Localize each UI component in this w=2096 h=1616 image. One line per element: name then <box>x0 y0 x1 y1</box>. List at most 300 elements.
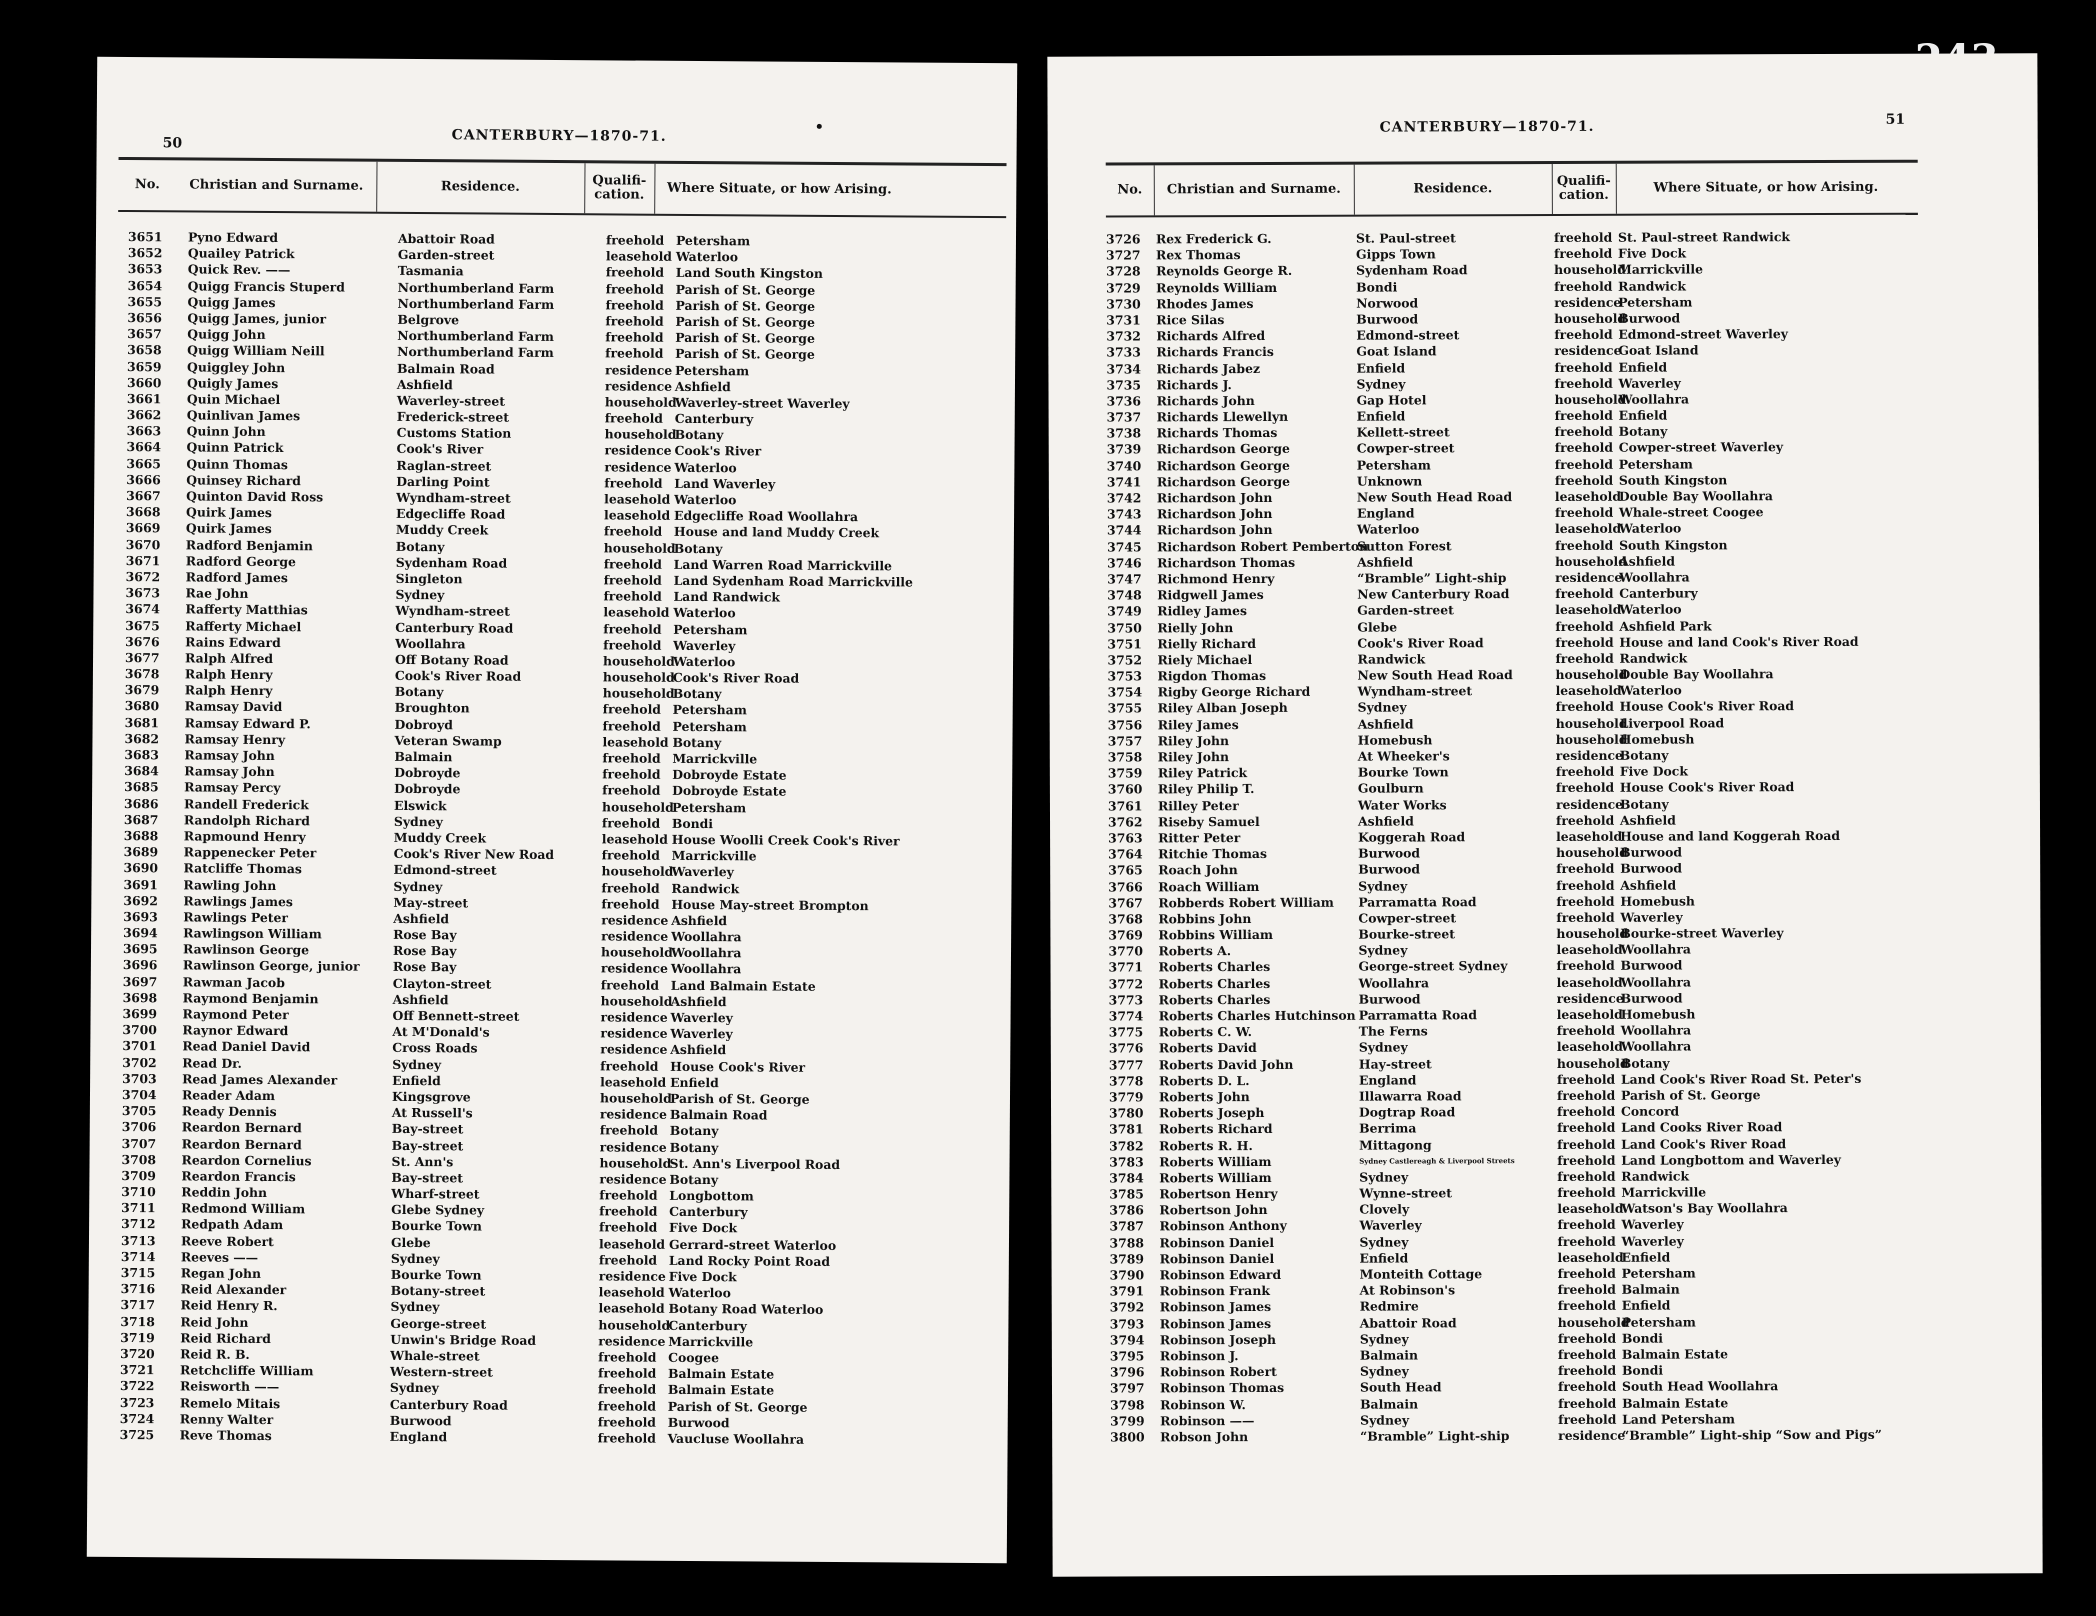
qualification: household <box>1554 391 1627 407</box>
residence: Enfield <box>1356 359 1406 376</box>
entry-number: 3741 <box>1106 474 1142 490</box>
where-situate: Five Dock <box>668 1268 737 1285</box>
qualification: freehold <box>1554 245 1613 262</box>
entry-number: 3691 <box>123 876 159 892</box>
where-situate: Randwick <box>1618 278 1686 294</box>
voter-name: Rawlings James <box>183 893 293 909</box>
voter-name: Robson John <box>1160 1428 1249 1445</box>
residence: “Bramble” Light-ship <box>1360 1428 1510 1444</box>
where-situate: Ashfield <box>671 912 728 929</box>
where-situate: Five Dock <box>1618 245 1687 261</box>
residence: Customs Station <box>396 425 512 441</box>
qualification: residence <box>604 378 673 394</box>
entry-number: 3794 <box>1109 1332 1145 1348</box>
where-situate: Land Rocky Point Road <box>668 1252 831 1269</box>
where-situate: Woollahra <box>671 928 742 945</box>
where-situate: Double Bay Woollahra <box>1618 488 1773 504</box>
qualification: freehold <box>602 717 661 734</box>
qualification: freehold <box>1556 861 1615 877</box>
entry-number: 3680 <box>124 698 160 714</box>
residence: Sydney <box>390 1250 440 1267</box>
voter-name: Radford George <box>185 553 296 569</box>
entry-number: 3774 <box>1108 1008 1144 1024</box>
where-situate: Botany <box>669 1171 719 1188</box>
entry-number: 3791 <box>1109 1283 1145 1299</box>
entry-number: 3713 <box>120 1232 156 1248</box>
qualification: freehold <box>1557 1103 1616 1120</box>
where-situate: Edmond-street Waverley <box>1618 326 1788 342</box>
residence: Edgecliffe Road <box>396 506 506 522</box>
residence: Off Bennett-street <box>392 1007 520 1024</box>
entry-number: 3754 <box>1107 684 1143 700</box>
qualification: leasehold <box>603 604 670 621</box>
where-situate: Enfield <box>1618 407 1668 423</box>
residence: New South Head Road <box>1357 667 1513 683</box>
entry-number: 3710 <box>121 1184 156 1200</box>
qualification: leasehold <box>598 1300 665 1317</box>
header-residence: Residence. <box>440 179 520 195</box>
qualification: leasehold <box>1556 1006 1623 1022</box>
entry-number: 3737 <box>1106 409 1142 425</box>
voter-name: Radford Benjamin <box>185 537 313 553</box>
voter-name: Quinsey Richard <box>186 472 302 489</box>
voter-name: Redpath Adam <box>181 1216 284 1233</box>
where-situate: Randwick <box>671 880 740 896</box>
residence: Northumberland Farm <box>397 344 554 361</box>
header-where: Where Situate, or how Arising. <box>666 180 892 198</box>
voter-name: Reader Adam <box>181 1087 276 1104</box>
entry-number: 3728 <box>1106 263 1141 279</box>
qualification: leasehold <box>604 507 671 524</box>
entry-number: 3720 <box>120 1345 155 1362</box>
residence: Clovely <box>1359 1201 1410 1217</box>
where-situate: Waverley <box>671 864 734 880</box>
entry-number: 3782 <box>1109 1137 1144 1154</box>
voter-name: Quirk James <box>185 520 272 537</box>
where-situate: Longbottom <box>669 1187 754 1204</box>
residence: Sydney <box>1359 1169 1409 1185</box>
qualification: residence <box>599 1138 667 1155</box>
entry-number: 3734 <box>1106 360 1141 377</box>
qualification: freehold <box>598 1252 658 1268</box>
residence: Raglan-street <box>396 457 492 474</box>
voter-name: Reid Richard <box>180 1330 272 1346</box>
where-situate: Woollahra <box>1620 941 1691 957</box>
qualification: household <box>1557 1314 1630 1330</box>
where-situate: Botany <box>674 427 724 443</box>
voter-name: Reardon Cornelius <box>181 1152 312 1169</box>
voter-name: Regan John <box>180 1265 262 1281</box>
qualification: leasehold <box>1556 1039 1623 1055</box>
entry-number: 3769 <box>1108 927 1143 943</box>
residence: Norwood <box>1356 295 1419 311</box>
qualification: residence <box>600 1025 668 1041</box>
entry-number: 3756 <box>1107 717 1143 733</box>
residence: Randwick <box>1357 651 1426 667</box>
residence: Unwin's Bridge Road <box>390 1331 537 1348</box>
residence: Bourke Town <box>390 1266 482 1283</box>
voter-name: Roberts D. L. <box>1158 1072 1250 1089</box>
where-situate: Canterbury <box>668 1317 747 1333</box>
residence: George-street <box>390 1315 487 1332</box>
qualification: residence <box>601 912 669 928</box>
where-situate: Land South Kingston <box>675 265 823 282</box>
residence: Water Works <box>1357 796 1447 813</box>
voter-name: Roberts Charles Hutchinson <box>1158 1007 1356 1024</box>
qualification: residence <box>1554 294 1622 310</box>
entry-number: 3729 <box>1106 279 1141 296</box>
where-situate: Bondi <box>1621 1362 1664 1378</box>
qualification: freehold <box>1555 537 1614 553</box>
residence: Botany <box>394 684 444 700</box>
residence: Northumberland Farm <box>397 328 554 345</box>
residence: Sydney <box>390 1299 440 1315</box>
entry-number: 3684 <box>124 763 159 779</box>
entry-number: 3675 <box>125 617 160 633</box>
where-situate: Botany <box>1618 423 1668 439</box>
residence: Wharf-street <box>391 1185 480 1202</box>
entry-number: 3778 <box>1108 1073 1144 1089</box>
entry-number: 3753 <box>1107 668 1143 684</box>
entry-number: 3686 <box>123 795 159 811</box>
where-situate: Waverley-street Waverley <box>674 394 850 411</box>
residence: “Bramble” Light-ship <box>1357 570 1507 586</box>
voter-name: Rafferty Michael <box>185 617 302 634</box>
entry-number: 3763 <box>1108 830 1143 846</box>
entry-number: 3690 <box>123 860 159 876</box>
qualification: household <box>1555 731 1628 747</box>
voter-name: Riley Philip T. <box>1157 781 1255 797</box>
qualification: leasehold <box>1554 488 1622 504</box>
entry-number: 3785 <box>1109 1186 1144 1202</box>
residence: Balmain <box>394 748 453 765</box>
qualification: freehold <box>597 1381 657 1398</box>
qualification: freehold <box>1557 1168 1616 1184</box>
where-situate: Randwick <box>1621 1168 1690 1184</box>
qualification: freehold <box>1554 326 1613 343</box>
where-situate: Petersham <box>1621 1314 1696 1330</box>
voter-name: Raymond Peter <box>182 1006 289 1023</box>
entry-number: 3689 <box>123 844 159 860</box>
voter-name: Randell Frederick <box>183 795 309 812</box>
voter-name: Robinson Joseph <box>1159 1331 1277 1348</box>
qualification: freehold <box>603 572 662 588</box>
residence: Balmain <box>1360 1395 1419 1412</box>
entry-number: 3789 <box>1109 1251 1145 1267</box>
entry-number: 3717 <box>120 1297 156 1313</box>
where-situate: Marrickville <box>1621 1184 1707 1200</box>
where-situate: Woollahra <box>670 961 742 977</box>
where-situate: Marrickville <box>1618 261 1703 278</box>
voter-name: Riely Michael <box>1157 651 1253 668</box>
where-situate: Cook's River <box>674 443 762 459</box>
entry-number: 3687 <box>123 811 159 828</box>
where-situate: Bondi <box>671 815 714 831</box>
entry-number: 3799 <box>1110 1413 1145 1429</box>
qualification: household <box>602 669 675 685</box>
qualification: household <box>1556 1055 1629 1071</box>
entry-number: 3760 <box>1107 781 1143 797</box>
entry-number: 3712 <box>121 1216 156 1232</box>
header-residence: Residence. <box>1413 181 1493 197</box>
residence: Abattoir Road <box>1359 1314 1457 1331</box>
qualification: freehold <box>1554 375 1613 391</box>
entry-number: 3676 <box>125 633 160 649</box>
qualification: freehold <box>603 556 663 572</box>
entry-number: 3660 <box>126 374 162 390</box>
qualification: freehold <box>605 313 664 329</box>
qualification: freehold <box>1556 893 1615 909</box>
entry-number: 3661 <box>126 390 162 407</box>
residence: Ashfield <box>393 910 450 927</box>
qualification: residence <box>1556 990 1624 1006</box>
where-situate: Land Waverley <box>674 475 776 492</box>
where-situate: Botany <box>669 1123 719 1139</box>
where-situate: Burwood <box>1620 990 1683 1006</box>
qualification: freehold <box>603 523 663 540</box>
where-situate: Botany <box>1620 1055 1670 1071</box>
residence: England <box>1358 1072 1417 1088</box>
entry-number: 3665 <box>126 455 161 471</box>
voter-name: Ridgwell James <box>1157 587 1264 603</box>
residence: Glebe Sydney <box>391 1202 485 1218</box>
entry-number: 3788 <box>1109 1235 1145 1251</box>
qualification: freehold <box>1557 1184 1616 1201</box>
voter-name: Ramsay John <box>184 747 275 764</box>
residence: May-street <box>393 894 469 911</box>
voter-name: Robinson James <box>1159 1299 1272 1315</box>
residence: Sydney <box>1357 699 1407 716</box>
qualification: freehold <box>1556 958 1615 974</box>
residence: Ashfield <box>1357 716 1414 732</box>
entry-number: 3722 <box>119 1378 155 1394</box>
where-situate: Land Warren Road Marrickville <box>673 556 893 574</box>
residence: England <box>389 1428 448 1445</box>
where-situate: Homebush <box>1620 893 1695 909</box>
residence: Muddy Creek <box>395 522 489 538</box>
residence: At Russell's <box>391 1105 473 1121</box>
qualification: freehold <box>600 976 660 993</box>
voter-name: Richardson John <box>1156 506 1273 522</box>
residence: Sydney <box>1359 1363 1409 1379</box>
entry-number: 3700 <box>122 1022 158 1038</box>
qualification: freehold <box>605 345 664 362</box>
where-situate: House Cook's River Road <box>1619 779 1795 796</box>
where-situate: Waterloo <box>1619 682 1682 698</box>
residence: Broughton <box>394 700 470 716</box>
where-situate: Waterloo <box>668 1285 731 1301</box>
where-situate: Dobroyde Estate <box>672 783 787 800</box>
voter-name: Roberts David <box>1158 1040 1257 1056</box>
where-situate: Balmain Road <box>669 1106 768 1123</box>
entry-number: 3740 <box>1106 458 1142 474</box>
residence: Sydney <box>1359 1331 1409 1347</box>
qualification: residence <box>599 1171 667 1187</box>
qualification: residence <box>601 928 669 944</box>
qualification: leasehold <box>1555 602 1622 618</box>
residence: Cook's River Road <box>394 667 522 684</box>
voter-name: Rawling John <box>183 876 277 893</box>
where-situate: Burwood <box>1620 957 1683 974</box>
where-situate: Parish of St. George <box>675 297 816 314</box>
qualification: household <box>602 685 675 702</box>
where-situate: Petersham <box>675 362 750 378</box>
residence: Burwood <box>389 1412 452 1429</box>
residence: Rose Bay <box>392 943 457 959</box>
where-situate: Waverley <box>1621 1216 1684 1233</box>
residence: Waverley <box>1359 1217 1422 1234</box>
voter-name: Rains Edward <box>185 634 281 650</box>
voter-name: Rielly Richard <box>1157 635 1257 652</box>
page-number-right: 51 <box>1885 111 1906 128</box>
qualification: freehold <box>1557 1217 1616 1233</box>
residence: Gap Hotel <box>1356 392 1427 408</box>
residence: Sydney <box>1360 1412 1410 1428</box>
where-situate: Botany <box>1619 747 1669 763</box>
residence: Edmond-street <box>393 862 497 878</box>
where-situate: Land Cook's River Road St. Peter's <box>1620 1070 1862 1087</box>
entry-number: 3711 <box>121 1200 156 1216</box>
entry-number: 3781 <box>1109 1121 1144 1137</box>
where-situate: Land Longbottom and Waverley <box>1621 1151 1841 1168</box>
qualification: freehold <box>1554 278 1613 294</box>
entry-number: 3755 <box>1107 700 1143 716</box>
residence: Sydney <box>389 1380 439 1396</box>
qualification: freehold <box>602 750 661 766</box>
residence: Burwood <box>1358 845 1421 861</box>
voter-name: Richardson George <box>1156 473 1291 490</box>
entry-number: 3714 <box>120 1248 156 1265</box>
voter-name: Riseby Samuel <box>1157 813 1260 830</box>
where-situate: Botany Road Waterloo <box>668 1301 824 1318</box>
residence: Wyndham-street <box>395 603 510 620</box>
voter-name: Roberts Charles <box>1158 975 1271 991</box>
qualification: household <box>598 1316 671 1333</box>
qualification: freehold <box>597 1397 657 1414</box>
residence: Waterloo <box>1356 521 1420 538</box>
voter-name: Quinn Thomas <box>186 456 288 472</box>
residence: Tasmania <box>397 263 464 279</box>
voter-name: Richards J. <box>1156 376 1232 393</box>
voter-name: Quigg William Neill <box>187 342 325 359</box>
residence: Botany <box>395 538 445 554</box>
qualification: residence <box>1555 747 1623 763</box>
where-situate: Balmain Estate <box>1621 1346 1729 1362</box>
qualification: leasehold <box>1555 682 1622 699</box>
qualification: freehold <box>602 701 662 718</box>
residence: Northumberland Farm <box>397 295 555 312</box>
voter-name: Richards Alfred <box>1156 328 1266 344</box>
where-situate: House Woolli Creek Cook's River <box>671 831 900 849</box>
voter-name: Robertson Henry <box>1159 1185 1278 1202</box>
qualification: residence <box>604 442 672 459</box>
residence: Sydenham Road <box>395 554 508 571</box>
voter-name: Redmond William <box>181 1200 306 1217</box>
where-situate: Parish of St. George <box>1620 1087 1761 1103</box>
voter-name: Rawlings Peter <box>183 909 288 926</box>
where-situate: Burwood <box>1618 310 1681 326</box>
residence: Burwood <box>1358 861 1421 877</box>
qualification: freehold <box>1555 634 1614 650</box>
page-title-right: CANTERBURY—1870-71. <box>1379 118 1595 136</box>
where-situate: Enfield <box>1621 1249 1671 1265</box>
entry-number: 3703 <box>122 1070 157 1086</box>
entry-number: 3766 <box>1108 878 1143 895</box>
residence: Parramatta Road <box>1358 893 1477 910</box>
residence: Bay-street <box>391 1121 464 1137</box>
entry-number: 3727 <box>1106 247 1141 263</box>
voter-name: Rawman Jacob <box>182 974 285 990</box>
residence: England <box>1356 505 1415 521</box>
where-situate: Ashfield <box>674 378 731 394</box>
qualification: leasehold <box>1554 521 1622 537</box>
header-qualification: Qualifi-cation. <box>1556 173 1611 203</box>
voter-name: Rex Frederick G. <box>1155 230 1272 247</box>
where-situate: Waverley <box>1618 375 1681 391</box>
where-situate: Ashfield Park <box>1619 617 1712 634</box>
residence: Dogtrap Road <box>1359 1104 1456 1120</box>
where-situate: Bourke-street Waverley <box>1620 925 1784 941</box>
voter-name: Roberts A. <box>1158 943 1232 959</box>
qualification: household <box>1555 666 1628 683</box>
qualification: freehold <box>605 297 664 313</box>
residence: Cowper-street <box>1356 440 1455 457</box>
residence: Canterbury Road <box>389 1396 508 1413</box>
voter-name: Roberts R. H. <box>1159 1137 1253 1153</box>
qualification: freehold <box>1554 456 1614 472</box>
entry-number: 3726 <box>1105 231 1141 247</box>
residence: Berrima <box>1359 1120 1417 1136</box>
page-number-left: 50 <box>162 135 183 152</box>
voter-name: Richards Thomas <box>1156 425 1278 441</box>
entry-number: 3776 <box>1108 1040 1144 1056</box>
entry-number: 3663 <box>126 423 162 439</box>
voter-name: Richardson Thomas <box>1157 554 1296 571</box>
residence: Garden-street <box>397 247 495 263</box>
voter-list-left <box>120 229 1016 1449</box>
entry-number: 3692 <box>123 892 158 908</box>
voter-name: Rielly John <box>1157 619 1234 635</box>
qualification: freehold <box>1555 699 1614 715</box>
entry-number: 3790 <box>1109 1267 1145 1283</box>
entry-number: 3746 <box>1107 555 1142 571</box>
header-qualification: Qualifi-cation. <box>592 172 647 203</box>
qualification: freehold <box>1557 1152 1616 1168</box>
residence: Kingsgrove <box>391 1088 471 1105</box>
voter-name: Read Dr. <box>182 1054 242 1071</box>
qualification: residence <box>1555 796 1624 812</box>
voter-name: Roberts Richard <box>1159 1121 1273 1137</box>
where-situate: House Cook's River <box>670 1058 806 1075</box>
qualification: leasehold <box>1556 974 1623 990</box>
where-situate: Waverley <box>670 1009 733 1026</box>
entry-number: 3772 <box>1108 976 1144 992</box>
where-situate: St. Ann's Liverpool Road <box>669 1155 841 1172</box>
header-name: Christian and Surname. <box>189 177 364 194</box>
where-situate: Waverley <box>673 637 736 653</box>
entry-number: 3739 <box>1106 441 1142 457</box>
qualification: freehold <box>1553 229 1613 245</box>
where-situate: Balmain <box>1621 1281 1680 1297</box>
voter-name: Radford James <box>185 569 288 586</box>
residence: Bourke Town <box>1357 764 1449 780</box>
voter-name: Reardon Francis <box>181 1168 296 1185</box>
residence: Elswick <box>393 797 447 813</box>
entry-number: 3677 <box>125 649 160 666</box>
voter-name: Ramsay David <box>184 698 283 715</box>
entry-number: 3738 <box>1106 425 1142 441</box>
qualification: residence <box>605 361 673 378</box>
